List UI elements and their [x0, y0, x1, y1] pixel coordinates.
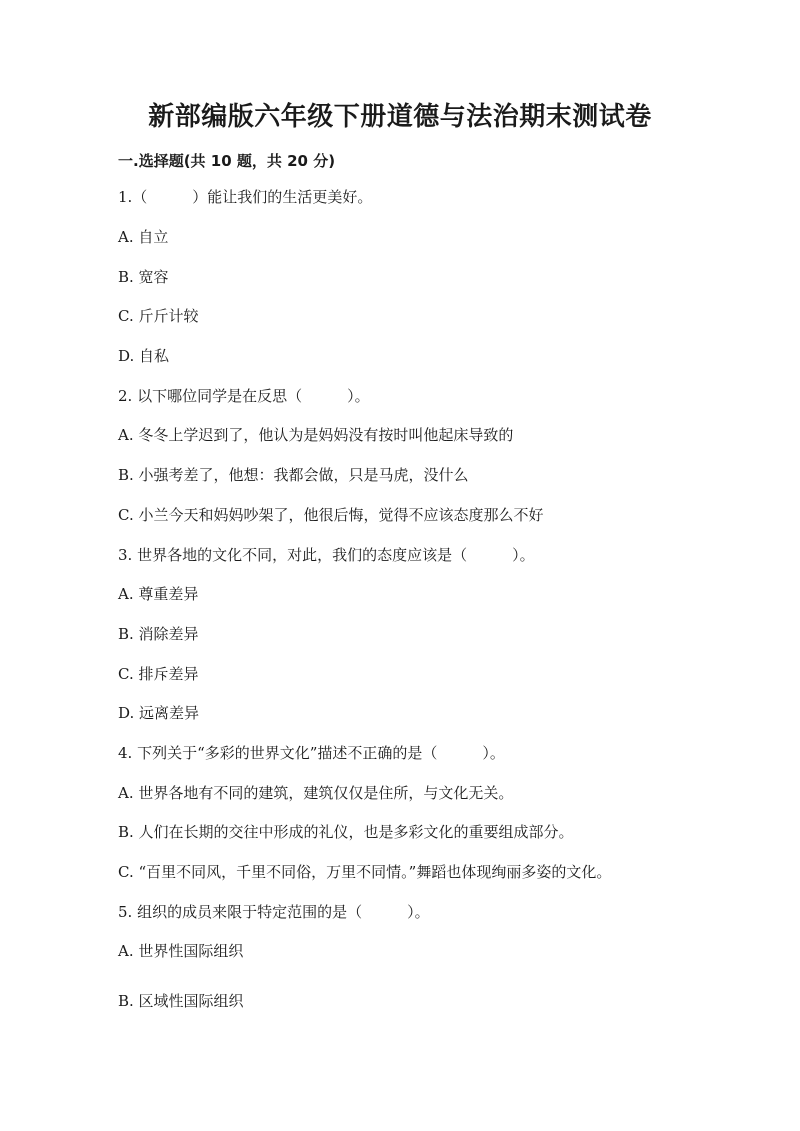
question-1-stem: 1.（ ）能让我们的生活更美好。	[118, 188, 373, 206]
question-5-option-a: A. 世界性国际组织	[118, 942, 244, 960]
question-1-option-c: C. 斤斤计较	[118, 307, 199, 325]
question-1-option-a: A. 自立	[118, 228, 169, 246]
question-3-stem: 3. 世界各地的文化不同，对此，我们的态度应该是（ ）。	[118, 546, 535, 564]
question-2-stem: 2. 以下哪位同学是在反思（ ）。	[118, 387, 370, 405]
question-3-option-c: C. 排斥差异	[118, 665, 199, 683]
question-5-option-b: B. 区域性国际组织	[118, 992, 244, 1010]
question-4-option-b: B. 人们在长期的交往中形成的礼仪，也是多彩文化的重要组成部分。	[118, 823, 574, 841]
page-title: 新部编版六年级下册道德与法治期末测试卷	[148, 102, 652, 132]
question-3-option-b: B. 消除差异	[118, 625, 199, 643]
question-2-option-b: B. 小强考差了，他想：我都会做，只是马虎，没什么	[118, 466, 469, 484]
question-1-option-b: B. 宽容	[118, 268, 169, 286]
question-4-option-a: A. 世界各地有不同的建筑，建筑仅仅是住所，与文化无关。	[118, 784, 514, 802]
question-3-option-a: A. 尊重差异	[118, 585, 199, 603]
question-3-option-d: D. 远离差异	[118, 704, 200, 722]
question-4-stem: 4. 下列关于“多彩的世界文化”描述不正确的是（ ）。	[118, 744, 505, 762]
question-4-option-c: C. “百里不同风，千里不同俗，万里不同情。”舞蹈也体现绚丽多姿的文化。	[118, 863, 612, 881]
question-2-option-c: C. 小兰今天和妈妈吵架了，他很后悔，觉得不应该态度那么不好	[118, 506, 544, 524]
section-heading: 一.选择题(共 10 题，共 20 分)	[118, 152, 336, 170]
question-2-option-a: A. 冬冬上学迟到了，他认为是妈妈没有按时叫他起床导致的	[118, 426, 514, 444]
question-1-option-d: D. 自私	[118, 347, 170, 365]
question-5-stem: 5. 组织的成员来限于特定范围的是（ ）。	[118, 903, 430, 921]
